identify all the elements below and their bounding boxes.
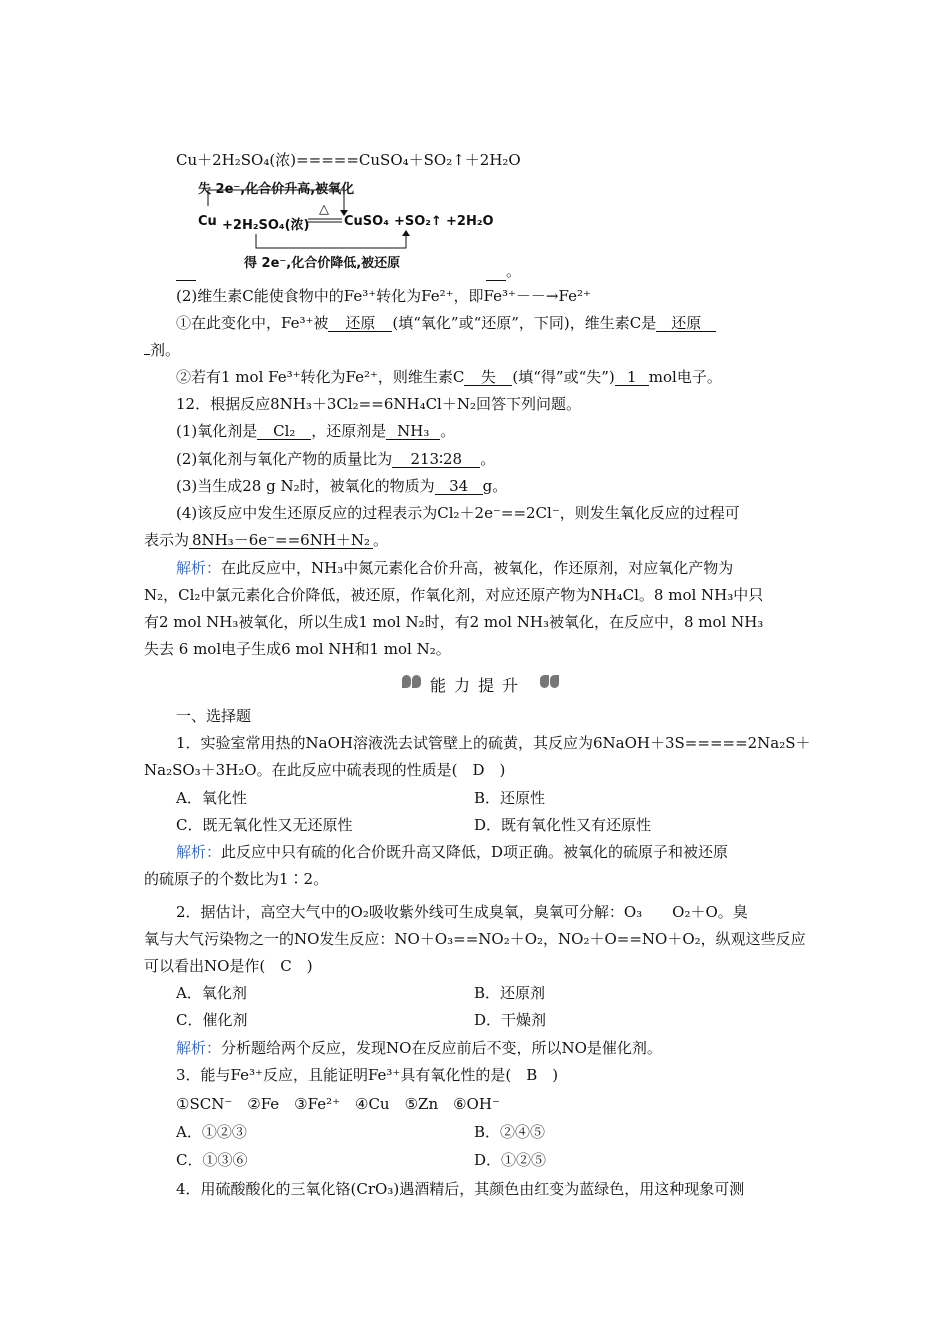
answer-blank-end: 。	[506, 262, 522, 280]
explanation-text: 此反应中只有硫的化合价既升高又降低，D项正确。被氧化的硫原子和被还原	[221, 843, 729, 861]
q11-text: ①在此变化中，Fe³⁺被	[176, 314, 329, 332]
q2-explanation	[176, 1038, 662, 1058]
answer-lose: 失	[464, 369, 512, 386]
q12-explanation-2: N₂，Cl₂中氯元素化合价降低，被还原，作氧化剂，对应还原产物为NH₄Cl。8 mol NH₃中只	[144, 586, 764, 604]
q12-text: 。	[373, 531, 389, 549]
explanation-text: 在此反应中，NH₃中氮元素化合价升高，被氧化，作还原剂，对应氧化产物为	[221, 559, 734, 577]
q11-2-sub2	[176, 367, 722, 387]
part-heading: 一、选择题	[176, 707, 252, 725]
q2-line3: 可以看出NO是作( C )	[144, 957, 313, 975]
diagram-product-so2: +SO₂↑	[394, 214, 442, 229]
q12-explanation-1	[176, 558, 733, 578]
diagram-product-water: +2H₂O	[446, 214, 494, 229]
q12-explanation-4: 失去 6 mol电子生成6 mol NH和1 mol N₂。	[144, 640, 451, 658]
electron-transfer-diagram	[198, 176, 498, 274]
q2-line1: 2．据估计，高空大气中的O₂吸收紫外线可生成臭氧，臭氧可分解：O₃ O₂＋O。臭	[176, 903, 748, 921]
q11-text: mol电子。	[648, 368, 722, 386]
q11-2-sub1	[176, 313, 716, 333]
answer-mass: 34	[435, 478, 483, 495]
answer-reduced: 还原	[328, 315, 392, 332]
diagram-upper-label: 失 2e⁻,化合价升高,被氧化	[198, 182, 355, 197]
diagram-condition: △	[319, 202, 329, 217]
q3-line1: 3．能与Fe³⁺反应，且能证明Fe³⁺具有氧化性的是( B )	[176, 1066, 559, 1084]
answer-oxidant: Cl₂	[257, 423, 311, 440]
q2-option-d: D．干燥剂	[474, 1011, 547, 1029]
q2-line2: 氧与大气污染物之一的NO发生反应：NO＋O₃==NO₂＋O₂，NO₂＋O==NO＋O₂，纵观这些反应	[144, 930, 806, 948]
diagram-lower-label: 得 2e⁻,化合价降低,被还原	[244, 256, 401, 271]
q11-text: (填“氧化”或“还原”，下同)，维生素C是	[392, 314, 657, 332]
answer-reductant: NH₃	[386, 423, 440, 440]
close-quote-icon	[538, 673, 560, 691]
q1-option-b: B．还原性	[474, 789, 546, 807]
diagram-reactant-cu: Cu	[198, 214, 217, 229]
explanation-label: 解析：	[176, 559, 222, 577]
equation-line: Cu＋2H₂SO₄(浓)=====CuSO₄＋SO₂↑＋2H₂O	[176, 151, 521, 169]
q12-text: 。	[440, 422, 456, 440]
q4-line1: 4．用硫酸酸化的三氧化铬(CrO₃)遇酒精后，其颜色由红变为蓝绿色，用这种现象可测	[176, 1180, 745, 1198]
q12-part4-cont	[144, 530, 388, 550]
explanation-label: 解析：	[176, 1039, 222, 1057]
q12-part2	[176, 449, 495, 469]
explanation-text: 分析题给两个反应，发现NO在反应前后不变，所以NO是催化剂。	[221, 1039, 662, 1057]
q2-option-c: C．催化剂	[176, 1011, 248, 1029]
q1-option-d: D．既有氧化性又有还原性	[474, 816, 652, 834]
section-title: 能力提升	[430, 676, 527, 695]
answer-electrons: 1	[615, 369, 649, 386]
q1-line2: Na₂SO₃＋3H₂O。在此反应中硫表现的性质是( D )	[144, 761, 506, 779]
diagram-product-cuso4: CuSO₄	[344, 214, 389, 229]
q3-line2: ①SCN⁻ ②Fe ③Fe²⁺ ④Cu ⑤Zn ⑥OH⁻	[176, 1095, 500, 1113]
answer-blank-left	[176, 268, 196, 281]
q11-2-sub1-end	[144, 340, 180, 360]
q2-option-a: A．氧化剂	[176, 984, 247, 1002]
answer-mass-ratio: 213∶28	[392, 451, 480, 468]
q1-option-a: A．氧化性	[176, 789, 247, 807]
open-quote-icon	[400, 673, 422, 691]
q12-text: 。	[480, 450, 496, 468]
q12-part4: (4)该反应中发生还原反应的过程表示为Cl₂＋2e⁻==2Cl⁻，则发生氧化反应的过程可	[176, 504, 740, 522]
answer-oxidation-process: 8NH₃－6e⁻==6NH＋N₂	[189, 532, 373, 549]
section-heading	[430, 673, 526, 696]
q3-option-c: C．①③⑥	[176, 1151, 248, 1169]
answer-blank-right	[486, 268, 506, 281]
q3-option-d: D．①②⑤	[474, 1151, 547, 1169]
q11-text: (填“得”或“失”)	[512, 368, 615, 386]
q3-option-a: A．①②③	[176, 1123, 247, 1141]
q12-part1	[176, 421, 455, 441]
q12-text: (3)当生成28 g N₂时，被氧化的物质为	[176, 477, 435, 495]
answer-reducing-agent: 还原	[656, 315, 716, 332]
explanation-label: 解析：	[176, 843, 222, 861]
q1-line1: 1．实验室常用热的NaOH溶液洗去试管壁上的硫黄，其反应为6NaOH＋3S=====2Na₂S＋	[176, 734, 811, 752]
q12-text: (1)氧化剂是	[176, 422, 258, 440]
q12-text: g。	[482, 477, 508, 495]
q12-text: ，还原剂是	[311, 422, 387, 440]
q12-text: 表示为	[144, 531, 190, 549]
q11-2-intro: (2)维生素C能使食物中的Fe³⁺转化为Fe²⁺，即Fe³⁺－－→Fe²⁺	[176, 287, 591, 305]
q12-part3	[176, 476, 507, 496]
q12-title: 12．根据反应8NH₃＋3Cl₂==6NH₄Cl＋N₂回答下列问题。	[176, 395, 581, 413]
q2-option-b: B．还原剂	[474, 984, 546, 1002]
diagram-reactant-acid: +2H₂SO₄(浓)	[222, 218, 310, 233]
q12-explanation-3: 有2 mol NH₃被氧化，所以生成1 mol N₂时，有2 mol NH₃被氧化，在反应中，8 mol NH₃	[144, 613, 764, 631]
q12-text: (2)氧化剂与氧化产物的质量比为	[176, 450, 393, 468]
q1-option-c: C．既无氧化性又无还原性	[176, 816, 353, 834]
q11-text: 剂。	[150, 341, 181, 359]
q1-explanation-2: 的硫原子的个数比为1∶2。	[144, 870, 329, 888]
q3-option-b: B．②④⑤	[474, 1123, 546, 1141]
q1-explanation-1	[176, 842, 728, 862]
q11-text: ②若有1 mol Fe³⁺转化为Fe²⁺，则维生素C	[176, 368, 465, 386]
